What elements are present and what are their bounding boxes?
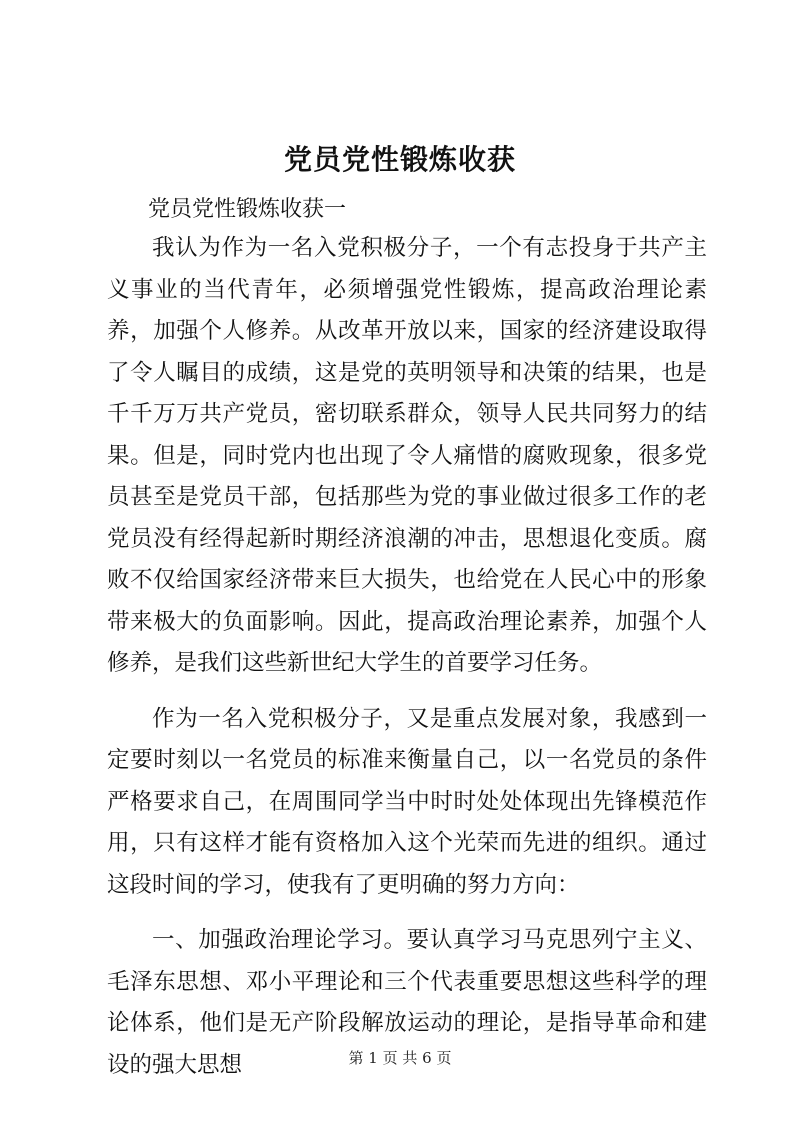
paragraph-1: 我认为作为一名入党积极分子，一个有志投身于共产主义事业的当代青年，必须增强党性锻炼，提高政治理论素养，加强个人修养。从改革开放以来，国家的经济建设取得了令人瞩目的成绩，这是党的英明领导和决策的结果，也是千千万万共产党员，密切联系群众，领导人民共同努力的结果。但是，同时党内也出现了令人痛惜的腐败现象，很多党员甚至是党员干部，包括那些为党的事业做过很多工作的老党员没有经得起新时期经济浪潮的冲击，思想退化变质。腐败不仅给国家经济带来巨大损失，也给党在人民心中的形象带来极大的负面影响。因此，提高政治理论素养，加强个人修养，是我们这些新世纪大学生的首要学习任务。: [107, 235, 707, 676]
paragraph-3: 一、加强政治理论学习。要认真学习马克思列宁主义、毛泽东思想、邓小平理论和三个代表重要思想这些科学的理论体系，他们是无产阶段解放运动的理论，是指导革命和建设的强大思想: [107, 927, 707, 1078]
document-subtitle: 党员党性锻炼收获一: [148, 197, 347, 222]
document-title: 党员党性锻炼收获: [283, 143, 516, 176]
document-body: [107, 228, 707, 1086]
paragraph-2: 作为一名入党积极分子，又是重点发展对象，我感到一定要时刻以一名党员的标准来衡量自己，以一名党员的条件严格要求自己，在周围同学当中时时处处体现出先锋模范作用，只有这样才能有资格加入这个光荣而先进的组织。通过这段时间的学习，使我有了更明确的努力方向：: [107, 705, 707, 898]
page-footer: 第 1 页 共 6 页: [348, 1049, 452, 1067]
